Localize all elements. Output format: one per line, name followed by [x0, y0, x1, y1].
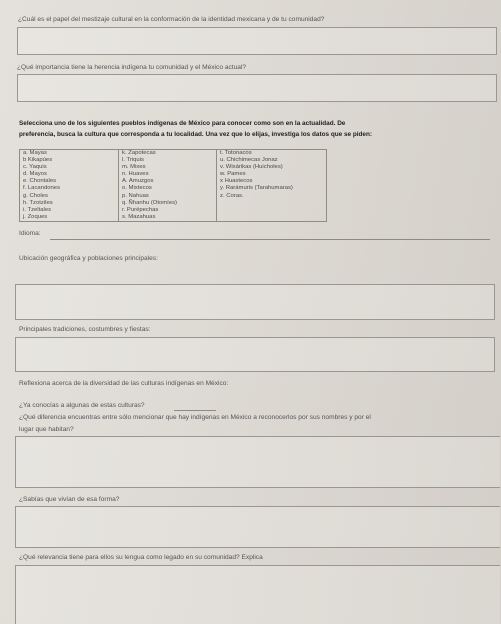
answer-box-relevancia[interactable]: [15, 565, 500, 624]
question-mestizaje: ¿Cuál es el papel del mestizaje cultural en la conformación de la identidad mexicana y de tu comunidad?: [18, 16, 325, 23]
culture-item: A. Amuzgos: [122, 178, 154, 185]
question-diferencia-line-1: ¿Qué diferencia encuentras entre sólo mencionar que hay indígenas en México a reconocerlos por sus nombres y por el: [19, 414, 371, 421]
ubicacion-label: Ubicación geográfica y poblaciones principales:: [19, 255, 158, 262]
culture-item: r. Purépechas: [122, 206, 159, 213]
answer-box-sabias[interactable]: [15, 506, 500, 548]
idioma-answer-line[interactable]: [50, 239, 490, 240]
culture-item: p. Nahuas: [122, 192, 149, 199]
culture-item: t. Totonacos: [220, 150, 252, 156]
culture-item: w. Pames: [220, 171, 246, 178]
culture-item: k. Zapotecas: [122, 150, 156, 156]
culture-item: a. Mayas: [23, 150, 47, 156]
culture-item: i. Tzeltales: [23, 206, 52, 213]
culture-item: o. Mixtecos: [122, 185, 152, 192]
question-diferencia-line-2: lugar que habitan?: [19, 426, 74, 433]
cultures-column-1: [20, 150, 119, 222]
culture-item: n. Huaves: [122, 171, 149, 178]
cultures-column-2: [119, 150, 217, 222]
culture-item: c. Yaquis: [23, 164, 47, 171]
culture-item: g. Choles: [23, 192, 48, 199]
culture-item: y. Rarámuris (Tarahumaras): [220, 185, 293, 192]
culture-item: q. Ñhanhu (Otomíes): [122, 199, 178, 206]
culture-item: f. Lacandones: [23, 185, 61, 192]
answer-box-diferencia[interactable]: [15, 436, 500, 488]
culture-item: u. Chichimecas Jonaz: [220, 157, 278, 164]
culture-item: d. Mayos: [23, 171, 47, 178]
idioma-label: Idioma:: [19, 230, 41, 237]
culture-item: j. Zoques: [23, 213, 48, 220]
answer-box-tradiciones[interactable]: [15, 337, 495, 372]
culture-item: h. Tzotziles: [23, 199, 53, 206]
instruction-line-1: Selecciona uno de los siguientes pueblos indígenas de México para conocer como son en la actualidad. De: [19, 120, 346, 127]
answer-box-ubicacion[interactable]: [15, 284, 495, 320]
question-herencia: ¿Qué importancia tiene la herencia indígena tu comunidad y el México actual?: [17, 64, 247, 71]
culture-item: b Kikapúes: [23, 157, 53, 164]
culture-item: x Huastecos: [220, 178, 253, 185]
answer-box-mestizaje[interactable]: [17, 27, 497, 55]
culture-item: e. Chontales: [23, 178, 57, 185]
question-conocias: ¿Ya conocías a algunas de estas culturas?: [19, 402, 145, 409]
instruction-line-2: preferencia, busca la cultura que corresponda a tu localidad. Una vez que lo elijas, investiga los datos que se piden:: [19, 131, 373, 138]
culture-item: v. Wixárikas (Huicholes): [220, 164, 283, 171]
tradiciones-label: Principales tradiciones, costumbres y fiestas:: [19, 326, 151, 333]
culture-item: s. Mazahuas: [122, 213, 156, 220]
question-sabias: ¿Sabías que vivían de esa forma?: [19, 496, 120, 503]
culture-item: z. Coras.: [220, 192, 244, 199]
cultures-table: [19, 149, 327, 222]
cultures-column-3: [217, 150, 327, 222]
answer-box-herencia[interactable]: [17, 74, 497, 102]
culture-item: m. Mixes: [122, 164, 146, 171]
reflexiona-label: Reflexiona acerca de la diversidad de las culturas indígenas en México:: [19, 380, 229, 387]
culture-item: l. Triquis: [122, 157, 144, 164]
conocias-answer-line[interactable]: [174, 410, 216, 411]
question-relevancia-lengua: ¿Qué relevancia tiene para ellos su lengua como legado en su comunidad? Explica: [19, 554, 263, 561]
